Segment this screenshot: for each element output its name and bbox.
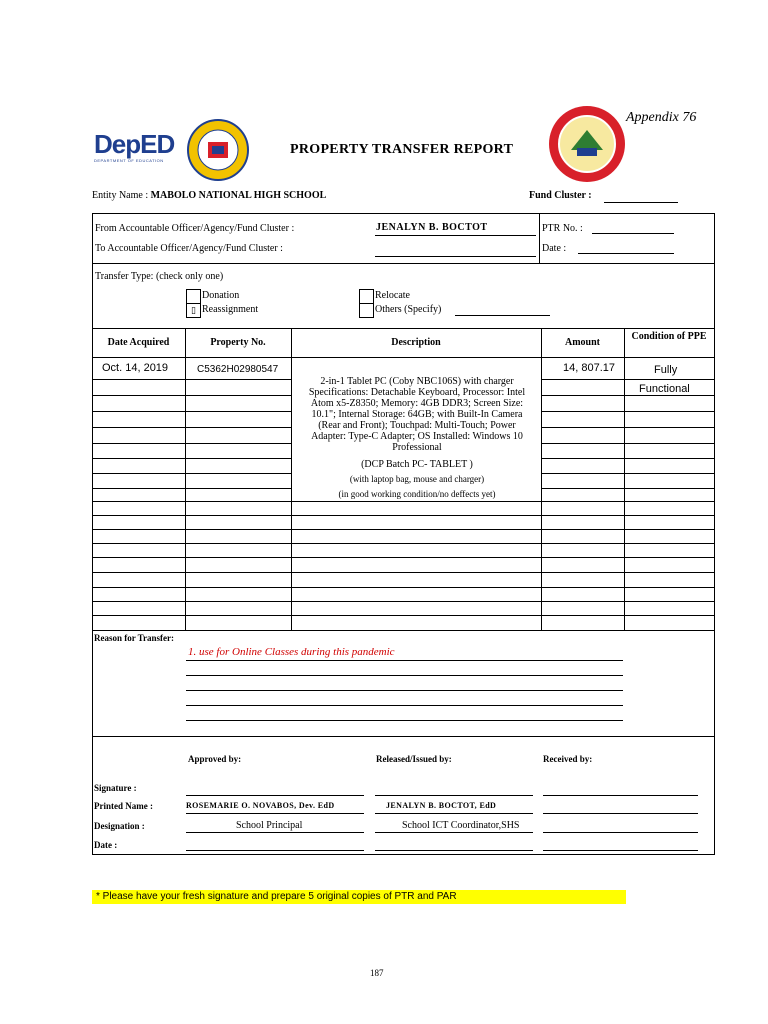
header-date-acquired: Date Acquired bbox=[107, 337, 170, 348]
table-row-rule bbox=[541, 411, 624, 412]
table-row-rule bbox=[185, 515, 291, 516]
table-row-rule bbox=[185, 411, 291, 412]
table-row-rule bbox=[185, 529, 291, 530]
reason-label: Reason for Transfer: bbox=[94, 633, 174, 643]
table-row-rule bbox=[624, 427, 714, 428]
desc-line: (Rear and Front); Touchpad: Multi-Touch; Power bbox=[318, 420, 516, 431]
desc-line: (DCP Batch PC- TABLET ) bbox=[361, 459, 473, 470]
table-row-rule bbox=[541, 543, 624, 544]
table-row-rule bbox=[541, 473, 624, 474]
entity-row bbox=[92, 190, 326, 201]
deped-logo bbox=[94, 130, 186, 170]
table-row-rule bbox=[541, 395, 624, 396]
table-row-rule bbox=[541, 379, 624, 380]
table-row-rule bbox=[185, 615, 291, 616]
entity-value: MABOLO NATIONAL HIGH SCHOOL bbox=[150, 190, 327, 201]
table-row-rule bbox=[185, 458, 291, 459]
table-row-rule bbox=[624, 395, 714, 396]
table-row-rule bbox=[624, 501, 714, 502]
entity-label: Entity Name : bbox=[92, 190, 149, 201]
others-label: Others (Specify) bbox=[375, 304, 442, 315]
approved-designation: School Principal bbox=[236, 820, 303, 831]
desc-line: Atom x5-Z8350; Memory: 4GB DDR3; Screen Size: bbox=[310, 398, 524, 409]
table-row-rule bbox=[185, 601, 291, 602]
signature-label: Signature : bbox=[94, 783, 137, 793]
table-row-rule bbox=[185, 501, 291, 502]
relocate-label: Relocate bbox=[375, 290, 410, 301]
table-row-rule bbox=[541, 488, 624, 489]
fund-cluster-label: Fund Cluster : bbox=[529, 190, 592, 201]
approved-name: ROSEMARIE O. NOVABOS, Dev. EdD bbox=[186, 801, 335, 810]
date-label: Date : bbox=[542, 243, 567, 254]
table-row-rule bbox=[624, 488, 714, 489]
table-row-rule bbox=[92, 488, 185, 489]
to-label: To Accountable Officer/Agency/Fund Cluster : bbox=[95, 243, 283, 254]
header-property-no: Property No. bbox=[210, 337, 266, 348]
table-row-rule bbox=[92, 379, 185, 380]
table-row-rule bbox=[541, 529, 624, 530]
desc-line: Specifications: Detachable Keyboard, Processor: Intel bbox=[308, 387, 526, 398]
table-row-rule bbox=[185, 473, 291, 474]
table-row-rule bbox=[185, 543, 291, 544]
table-row-rule bbox=[92, 515, 185, 516]
check-mark-icon: ▯ bbox=[191, 305, 196, 315]
table-row-rule bbox=[291, 501, 541, 502]
header-amount: Amount bbox=[564, 337, 600, 348]
description-cell bbox=[294, 376, 540, 453]
note-banner: * Please have your fresh signature and prepare 5 original copies of PTR and PAR bbox=[92, 890, 626, 904]
table-row-rule bbox=[92, 501, 185, 502]
table-row-rule bbox=[92, 458, 185, 459]
table-row-rule bbox=[624, 515, 714, 516]
table-row-rule bbox=[92, 443, 185, 444]
header-description: Description bbox=[391, 337, 441, 348]
table-row-rule bbox=[541, 458, 624, 459]
table-row-rule bbox=[92, 615, 185, 616]
table-row-rule bbox=[291, 615, 541, 616]
table-row-rule bbox=[185, 572, 291, 573]
table-row-rule bbox=[291, 587, 541, 588]
table-row-rule bbox=[624, 557, 714, 558]
desc-line: 2-in-1 Tablet PC (Coby NBC106S) with charger bbox=[320, 376, 514, 387]
table-row-rule bbox=[541, 572, 624, 573]
table-row-rule bbox=[92, 395, 185, 396]
condition-cell-2: Functional bbox=[639, 383, 690, 395]
reason-text: 1. use for Online Classes during this pandemic bbox=[188, 646, 395, 658]
designation-label: Designation : bbox=[94, 821, 145, 831]
released-by-label: Released/Issued by: bbox=[376, 754, 452, 764]
table-row-rule bbox=[624, 529, 714, 530]
table-row-rule bbox=[185, 488, 291, 489]
reassignment-checkbox[interactable] bbox=[186, 303, 201, 318]
table-row-rule bbox=[92, 411, 185, 412]
table-row-rule bbox=[185, 427, 291, 428]
table-row-rule bbox=[92, 543, 185, 544]
reassignment-label: Reassignment bbox=[202, 304, 259, 315]
table-row-rule bbox=[291, 543, 541, 544]
table-row-rule bbox=[624, 411, 714, 412]
table-row-rule bbox=[92, 473, 185, 474]
appendix-label: Appendix 76 bbox=[626, 110, 697, 125]
donation-checkbox[interactable] bbox=[186, 289, 201, 304]
ptr-label: PTR No. : bbox=[542, 223, 583, 234]
table-row-rule bbox=[541, 515, 624, 516]
table-row-rule bbox=[291, 515, 541, 516]
table-row-rule bbox=[92, 529, 185, 530]
table-row-rule bbox=[185, 395, 291, 396]
property-no-cell: C5362H02980547 bbox=[197, 364, 279, 375]
table-row-rule bbox=[624, 587, 714, 588]
deped-logo-subtitle: DEPARTMENT OF EDUCATION bbox=[94, 158, 164, 163]
released-name: JENALYN B. BOCTOT, EdD bbox=[386, 801, 497, 810]
school-seal-icon bbox=[547, 104, 627, 184]
table-row-rule bbox=[185, 379, 291, 380]
table-row-rule bbox=[291, 529, 541, 530]
table-row-rule bbox=[92, 601, 185, 602]
relocate-checkbox[interactable] bbox=[359, 289, 374, 304]
header-condition: Condition of PPE bbox=[631, 331, 707, 342]
condition-cell-1: Fully bbox=[654, 364, 678, 376]
approved-by-label: Approved by: bbox=[188, 754, 242, 764]
table-row-rule bbox=[541, 557, 624, 558]
donation-label: Donation bbox=[202, 290, 240, 301]
desc-line: Professional bbox=[392, 442, 442, 453]
table-row-rule bbox=[291, 557, 541, 558]
table-row-rule bbox=[624, 572, 714, 573]
printed-name-label: Printed Name : bbox=[94, 801, 153, 811]
table-row-rule bbox=[291, 572, 541, 573]
received-by-label: Received by: bbox=[543, 754, 593, 764]
table-row-rule bbox=[624, 601, 714, 602]
table-row-rule bbox=[92, 427, 185, 428]
transfer-type-label: Transfer Type: (check only one) bbox=[95, 271, 224, 282]
table-row-rule bbox=[624, 443, 714, 444]
table-row-rule bbox=[624, 473, 714, 474]
amount-cell: 14, 807.17 bbox=[563, 362, 615, 374]
table-row-rule bbox=[92, 557, 185, 558]
desc-line: (with laptop bag, mouse and charger) bbox=[349, 474, 485, 484]
table-row-rule bbox=[291, 601, 541, 602]
deped-logo-text: DepED bbox=[94, 129, 175, 159]
table-row-rule bbox=[541, 601, 624, 602]
desc-line: (in good working condition/no deffects yet) bbox=[338, 489, 496, 499]
date-acquired-cell: Oct. 14, 2019 bbox=[102, 362, 169, 374]
desc-line: 10.1"; Internal Storage: 64GB; with Built-In Camera bbox=[311, 409, 523, 420]
table-row-rule bbox=[624, 543, 714, 544]
table-row-rule bbox=[541, 501, 624, 502]
desc-line: Adapter: Type-C Adapter; OS Installed: Windows 10 bbox=[311, 431, 523, 442]
table-row-rule bbox=[185, 587, 291, 588]
table-row-rule bbox=[624, 615, 714, 616]
table-row-rule bbox=[92, 587, 185, 588]
table-row-rule bbox=[624, 379, 714, 380]
from-label: From Accountable Officer/Agency/Fund Cluster : bbox=[95, 223, 295, 234]
from-value: JENALYN B. BOCTOT bbox=[376, 222, 488, 233]
table-row-rule bbox=[185, 557, 291, 558]
page-number: 187 bbox=[370, 968, 384, 978]
sig-date-label: Date : bbox=[94, 840, 118, 850]
table-row-rule bbox=[541, 615, 624, 616]
table-row-rule bbox=[624, 458, 714, 459]
table-row-rule bbox=[541, 427, 624, 428]
division-seal-icon bbox=[186, 118, 250, 182]
released-designation: School ICT Coordinator,SHS bbox=[402, 820, 520, 831]
report-title: PROPERTY TRANSFER REPORT bbox=[290, 142, 514, 157]
table-row-rule bbox=[185, 443, 291, 444]
table-row-rule bbox=[541, 587, 624, 588]
table-row-rule bbox=[92, 572, 185, 573]
table-row-rule bbox=[541, 443, 624, 444]
others-checkbox[interactable] bbox=[359, 303, 374, 318]
